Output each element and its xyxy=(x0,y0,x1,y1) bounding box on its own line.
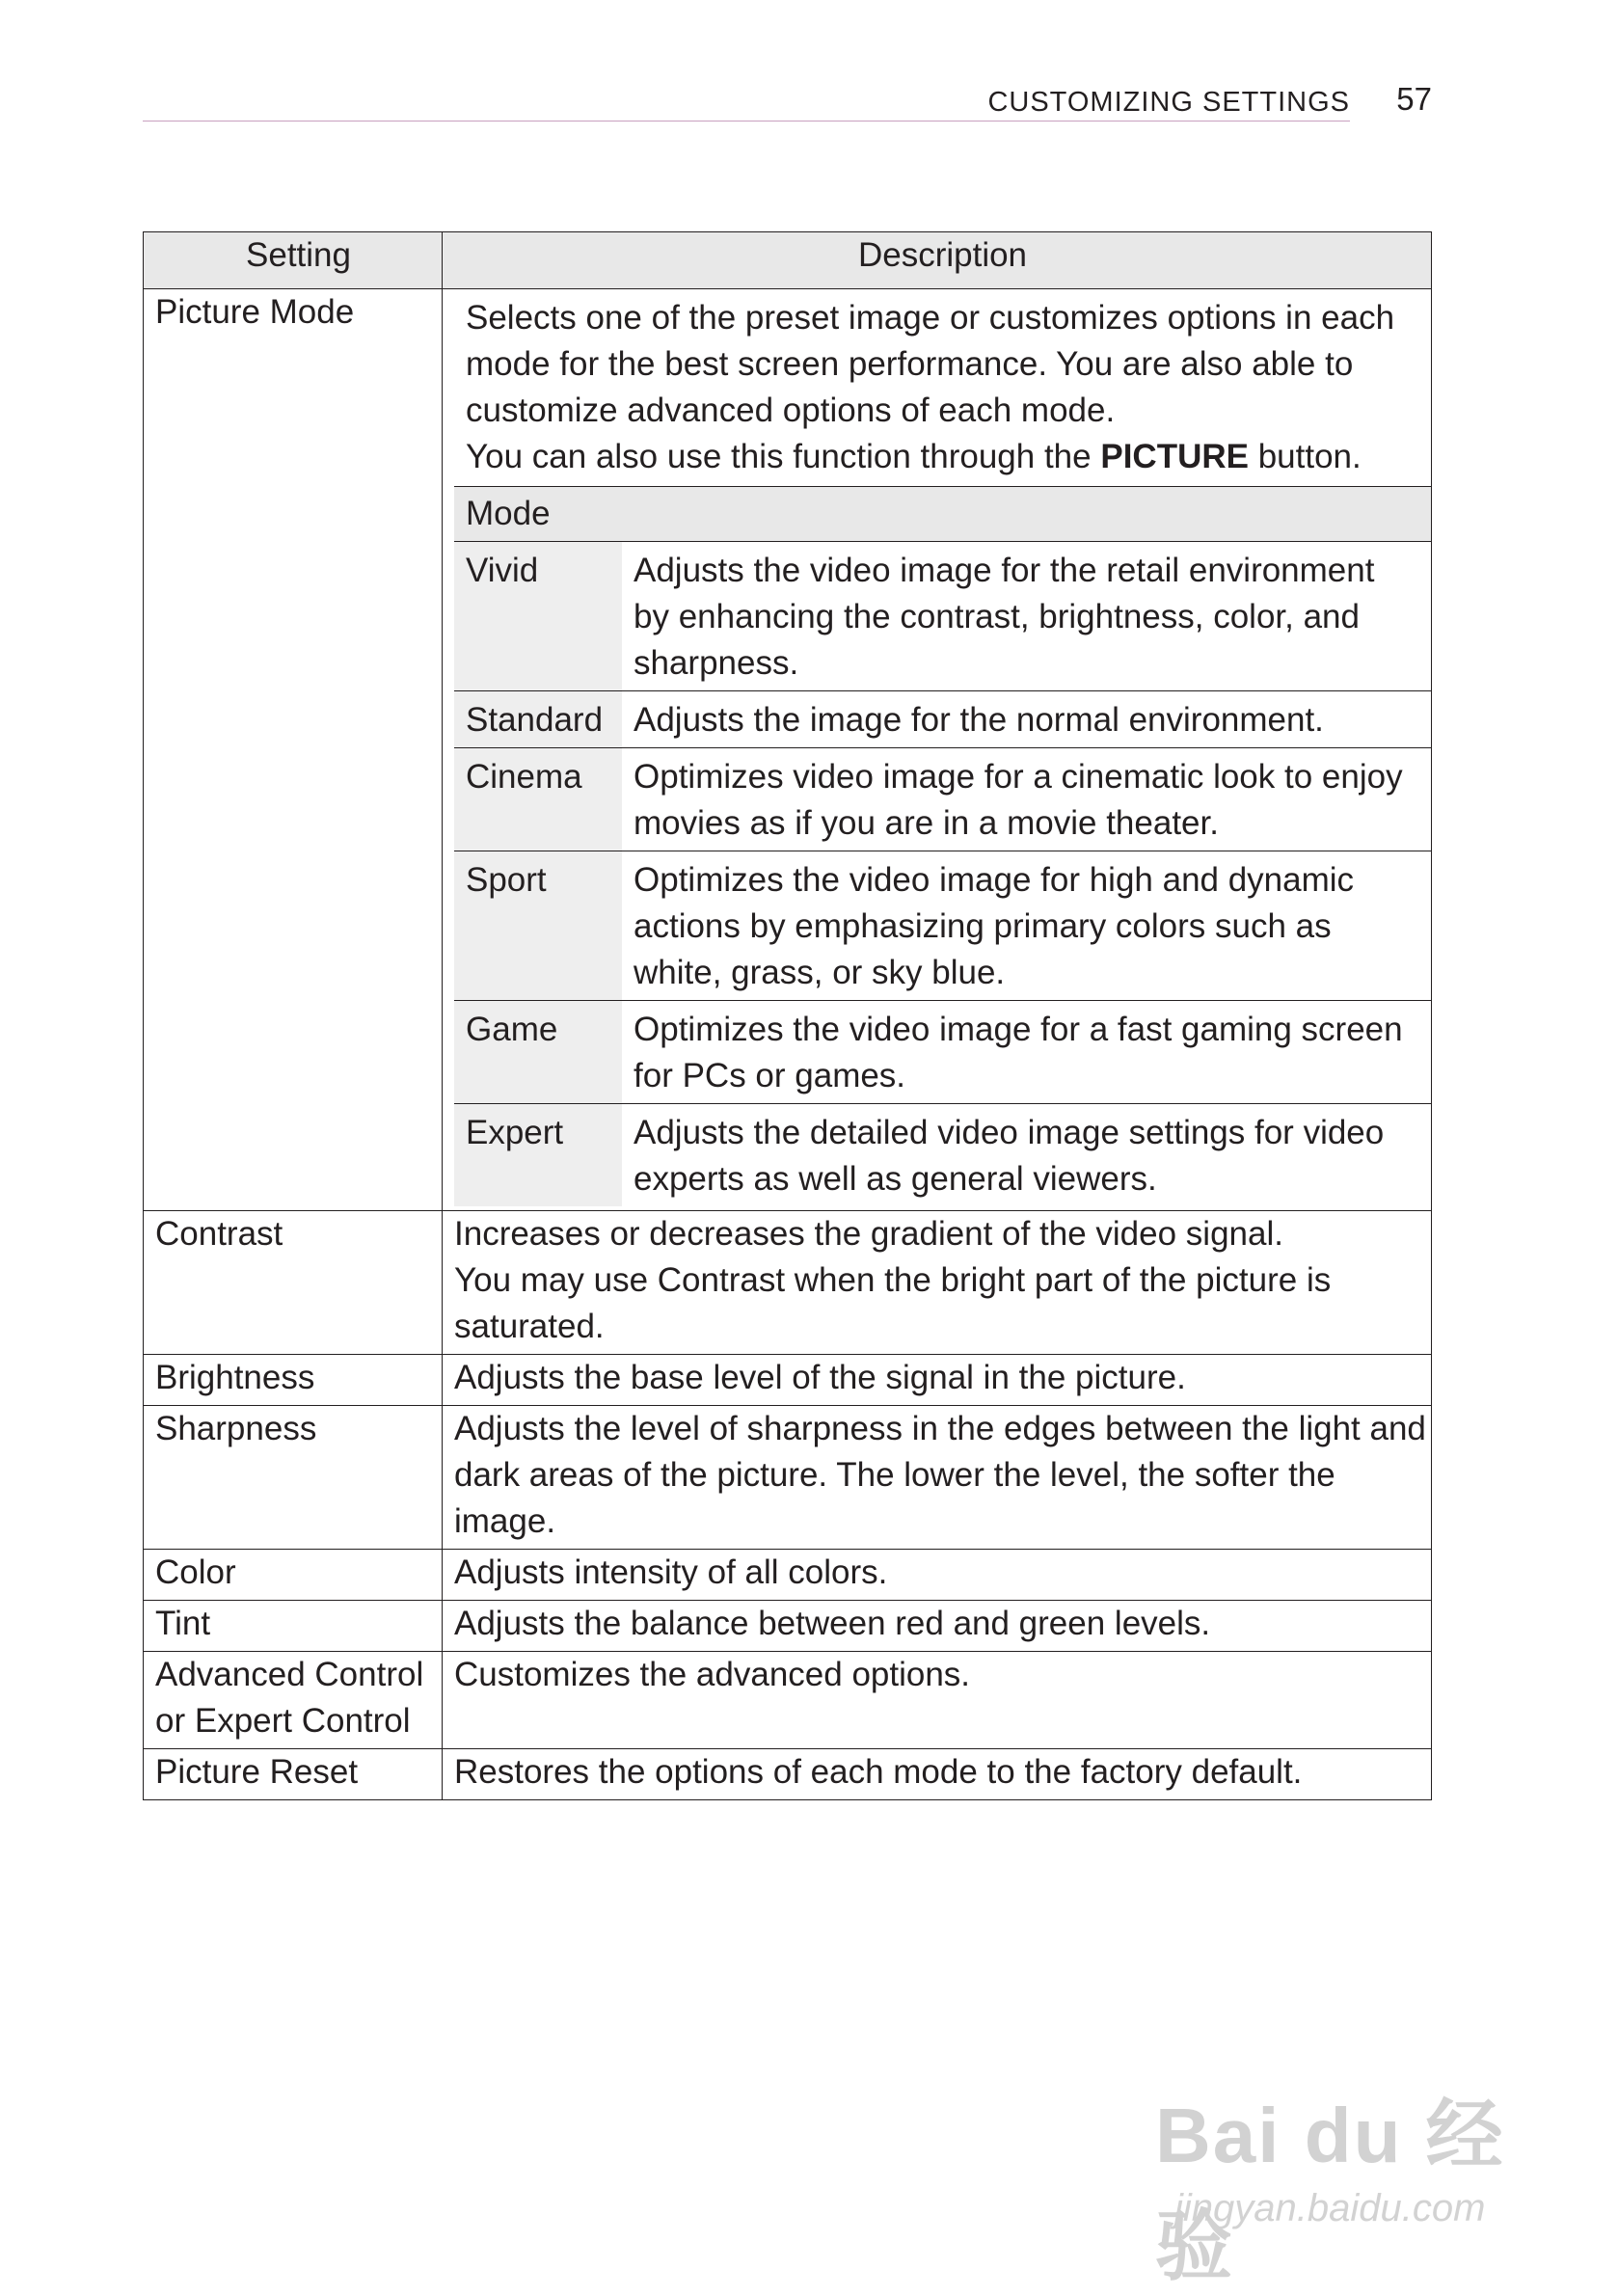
table-row-picture-reset xyxy=(144,1749,1432,1800)
watermark-url: jingyan.baidu.com xyxy=(1174,2187,1486,2229)
setting-name: Contrast xyxy=(144,1211,443,1355)
setting-description: Adjusts the level of sharpness in the edges between the light and dark areas of the picture. The lower the level, the softer the image. xyxy=(443,1406,1432,1550)
setting-name: Color xyxy=(144,1550,443,1601)
mode-row xyxy=(454,1104,1431,1207)
table-header-row xyxy=(144,232,1432,289)
setting-description: Customizes the advanced options. xyxy=(443,1652,1432,1749)
mode-description: Adjusts the video image for the retail environment by enhancing the contrast, brightness, color, and sharpness. xyxy=(622,542,1431,691)
description-text: You may use Contrast when the bright part of the picture is saturated. xyxy=(454,1261,1332,1345)
mode-name: Sport xyxy=(454,851,622,1001)
description-text: Increases or decreases the gradient of the video signal. xyxy=(454,1215,1283,1253)
page-number: 57 xyxy=(1396,81,1432,117)
table-row-advanced-control xyxy=(144,1652,1432,1749)
column-header-description: Description xyxy=(443,232,1432,289)
setting-name: Picture Reset xyxy=(144,1749,443,1800)
setting-name: Picture Mode xyxy=(144,289,443,1211)
table-row-tint xyxy=(144,1601,1432,1652)
mode-row xyxy=(454,691,1431,748)
mode-row xyxy=(454,542,1431,691)
table-row-contrast xyxy=(144,1211,1432,1355)
setting-name: Advanced Control or Expert Control xyxy=(144,1652,443,1749)
setting-description: Restores the options of each mode to the factory default. xyxy=(443,1749,1432,1800)
mode-subtable xyxy=(454,486,1431,1206)
description-text: Selects one of the preset image or customizes options in each mode for the best screen performance. You are also able to customize advanced options of each mode. xyxy=(466,299,1395,429)
mode-name: Cinema xyxy=(454,748,622,851)
mode-description: Adjusts the image for the normal environment. xyxy=(622,691,1431,748)
section-title: CUSTOMIZING SETTINGS xyxy=(987,87,1350,118)
table-row-picture-mode xyxy=(144,289,1432,1211)
mode-name: Expert xyxy=(454,1104,622,1207)
setting-name: Tint xyxy=(144,1601,443,1652)
mode-row xyxy=(454,851,1431,1001)
mode-description: Optimizes the video image for a fast gaming screen for PCs or games. xyxy=(622,1001,1431,1104)
mode-description: Optimizes the video image for high and dynamic actions by emphasizing primary colors such as white, grass, or sky blue. xyxy=(622,851,1431,1001)
baidu-logo: Bai du 经验 xyxy=(1155,2093,1505,2289)
mode-description: Adjusts the detailed video image settings for video experts as well as general viewers. xyxy=(622,1104,1431,1207)
baidu-watermark xyxy=(1155,2073,1541,2289)
setting-description: Adjusts the balance between red and green levels. xyxy=(443,1601,1432,1652)
setting-description: Adjusts intensity of all colors. xyxy=(443,1550,1432,1601)
column-header-setting: Setting xyxy=(144,232,443,289)
mode-description: Optimizes video image for a cinematic look to enjoy movies as if you are in a movie theater. xyxy=(622,748,1431,851)
picture-button-name: PICTURE xyxy=(1100,438,1249,475)
mode-header-row xyxy=(454,487,1431,542)
table-row-color xyxy=(144,1550,1432,1601)
table-row-brightness xyxy=(144,1355,1432,1406)
description-text: button. xyxy=(1248,438,1362,475)
settings-table xyxy=(143,231,1432,1800)
setting-description xyxy=(443,1211,1432,1355)
mode-name: Game xyxy=(454,1001,622,1104)
description-text: You can also use this function through the xyxy=(466,438,1101,475)
setting-name: Brightness xyxy=(144,1355,443,1406)
table-row-sharpness xyxy=(144,1406,1432,1550)
mode-row xyxy=(454,1001,1431,1104)
header-divider xyxy=(143,121,1350,122)
mode-row xyxy=(454,748,1431,851)
mode-name: Standard xyxy=(454,691,622,748)
setting-description xyxy=(443,289,1432,1211)
setting-name: Sharpness xyxy=(144,1406,443,1550)
setting-description: Adjusts the base level of the signal in the picture. xyxy=(443,1355,1432,1406)
mode-header: Mode xyxy=(454,487,1431,542)
mode-name: Vivid xyxy=(454,542,622,691)
